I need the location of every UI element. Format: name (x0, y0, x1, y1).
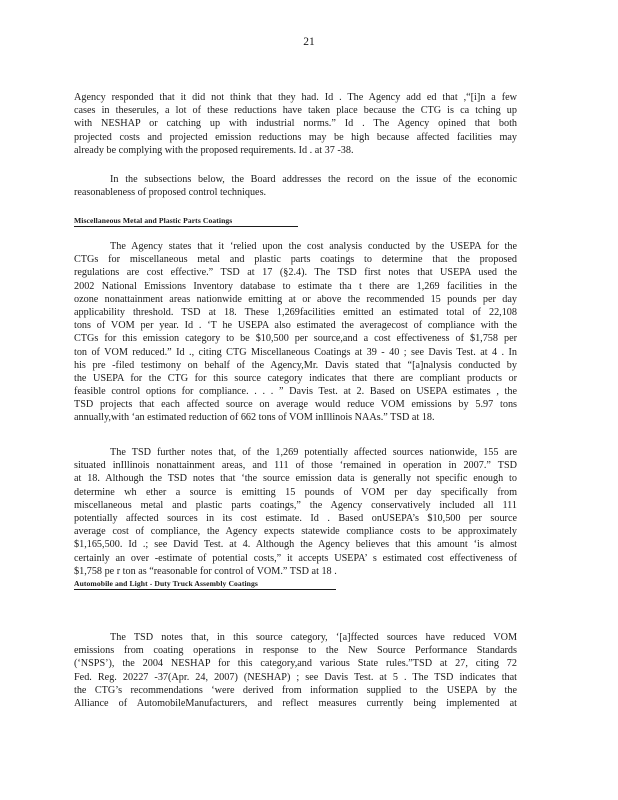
text-line: $1,165,500. Id .; see David Test. at 4. Although the Agency believes that this amount ‘is almost (74, 539, 517, 551)
text-line: The TSD further notes that, of the 1,269 potentially affected sources nationwide, 155 are (110, 447, 517, 458)
text-line: applicability threshold. TSD at 18. These 1,269facilities emitted an estimated total of 22,108 (74, 306, 517, 318)
text-line: with NESHAP or catching up with industrial norms.” Id . The Agency opined that both (74, 118, 517, 130)
text-line: his pre -filed testimony on behalf of the Agency,Mr. Davis stated that “[a]nalysis conducted by (74, 359, 517, 371)
paragraph-board-subsections (74, 173, 517, 199)
text-line: average cost of compliance, the Agency expects statewide compliance costs to be approximately (74, 526, 517, 538)
text-line: ozone nonattainment areas nationwide emitting at or above the recommended 15 pounds per day (74, 293, 517, 305)
heading-underline (74, 226, 298, 227)
text-line: TSD projects that each affected source on average would reduce VOM emissions by 5.97 tons (74, 399, 517, 411)
text-line: determine wh ether a source is emitting 15 pounds of VOM per day specifically from (74, 486, 517, 498)
text-line: Agency responded that it did not think that they had. Id . The Agency add ed that ,“[i]n a few (74, 92, 517, 103)
page-number: 21 (303, 36, 315, 48)
text-line: reasonableness of proposed control techniques. (74, 187, 267, 199)
text-line: CTGs for this emission category to be $10,500 per source,and a cost effectiveness of $1,758 per (74, 333, 517, 345)
text-line: feasible control options for compliance. . . . ” Davis Test. at 2. Based on USEPA estimates , the (74, 386, 517, 398)
paragraph-automobile-tsd (74, 631, 517, 710)
text-line: $1,758 pe r ton as “reasonable for control of VOM.” TSD at 18 . (74, 565, 337, 577)
text-line: The Agency states that it ‘relied upon the cost analysis conducted by the USEPA for the (110, 241, 517, 252)
section-heading-automobile-truck: Automobile and Light - Duty Truck Assembly Coatings (74, 579, 258, 588)
text-line: potentially affected sources in its cost estimate. Id . Based onUSEPA’s $10,500 per source (74, 512, 517, 524)
text-line: In the subsections below, the Board addresses the record on the issue of the economic (110, 174, 517, 185)
text-line: miscellaneous metal and plastic parts coatings,” the Agency conservatively included all 111 (74, 499, 517, 511)
text-line: certainly an over -estimate of potential costs,” it accepts USEPA’ s estimated cost effectiveness of (74, 552, 517, 564)
text-line: ton of VOM reduced.” Id ., citing CTG Miscellaneous Coatings at 39 - 40 ; see Davis Test. at 4 . In (74, 346, 517, 358)
text-line: 2002 National Emissions Inventory database to estimate tha t there are 1,269 facilities in the (74, 280, 517, 292)
text-line: the CTG’s recommendations ‘were derived from information supplied to the USEPA by the (74, 684, 517, 696)
text-line: the USEPA for the CTG for this source category indicates that there are compliant products or (74, 372, 517, 384)
text-line: regulations are cost effective.” TSD at 17 (§2.4). The TSD first notes that USEPA used the (74, 267, 517, 279)
text-line: Alliance of AutomobileManufacturers, and reflect measures currently being implemented at (74, 697, 517, 709)
text-line: cases in theserules, a lot of these reductions have taken place because the CTG is ca tching up (74, 105, 517, 117)
text-line: annually,with ‘an estimated reduction of 662 tons of VOM inIllinois NAAs.” TSD at 18. (74, 412, 435, 424)
section-heading-misc-metal-plastic: Miscellaneous Metal and Plastic Parts Coatings (74, 216, 233, 225)
text-line: at 18. Although the TSD notes that ‘the source emission data is generally not specific enough to (74, 473, 517, 485)
text-line: CTGs for miscellaneous metal and plastic parts coatings to determine that the proposed (74, 254, 517, 266)
text-line: already be complying with the proposed requirements. Id . at 37 -38. (74, 144, 354, 156)
text-line: Fed. Reg. 20227 -37(Apr. 24, 2007) (NESHAP) ; see Davis Test. at 5 . The TSD indicates that (74, 671, 517, 683)
heading-underline (74, 589, 336, 590)
text-line: tons of VOM per year. Id . ‘T he USEPA also estimated the averagecost of compliance with the (74, 320, 517, 332)
text-line: situated inIllinois nonattainment areas, and 111 of those ‘remained in operation in 2007.” TSD (74, 460, 517, 472)
paragraph-agency-response (74, 91, 517, 157)
text-line: The TSD notes that, in this source category, ‘[a]ffected sources have reduced VOM (110, 632, 517, 643)
text-line: (‘NSPS’), the 2004 NESHAP for this category,and various State rules.”TSD at 27, citing 72 (74, 658, 517, 670)
text-line: emissions from coating operations in response to the New Source Performance Standards (74, 645, 517, 657)
paragraph-tsd-further-notes (74, 446, 517, 578)
text-line: projected costs and projected emission reductions may be high because affected facilities may (74, 131, 517, 143)
paragraph-agency-cost-analysis (74, 240, 517, 425)
